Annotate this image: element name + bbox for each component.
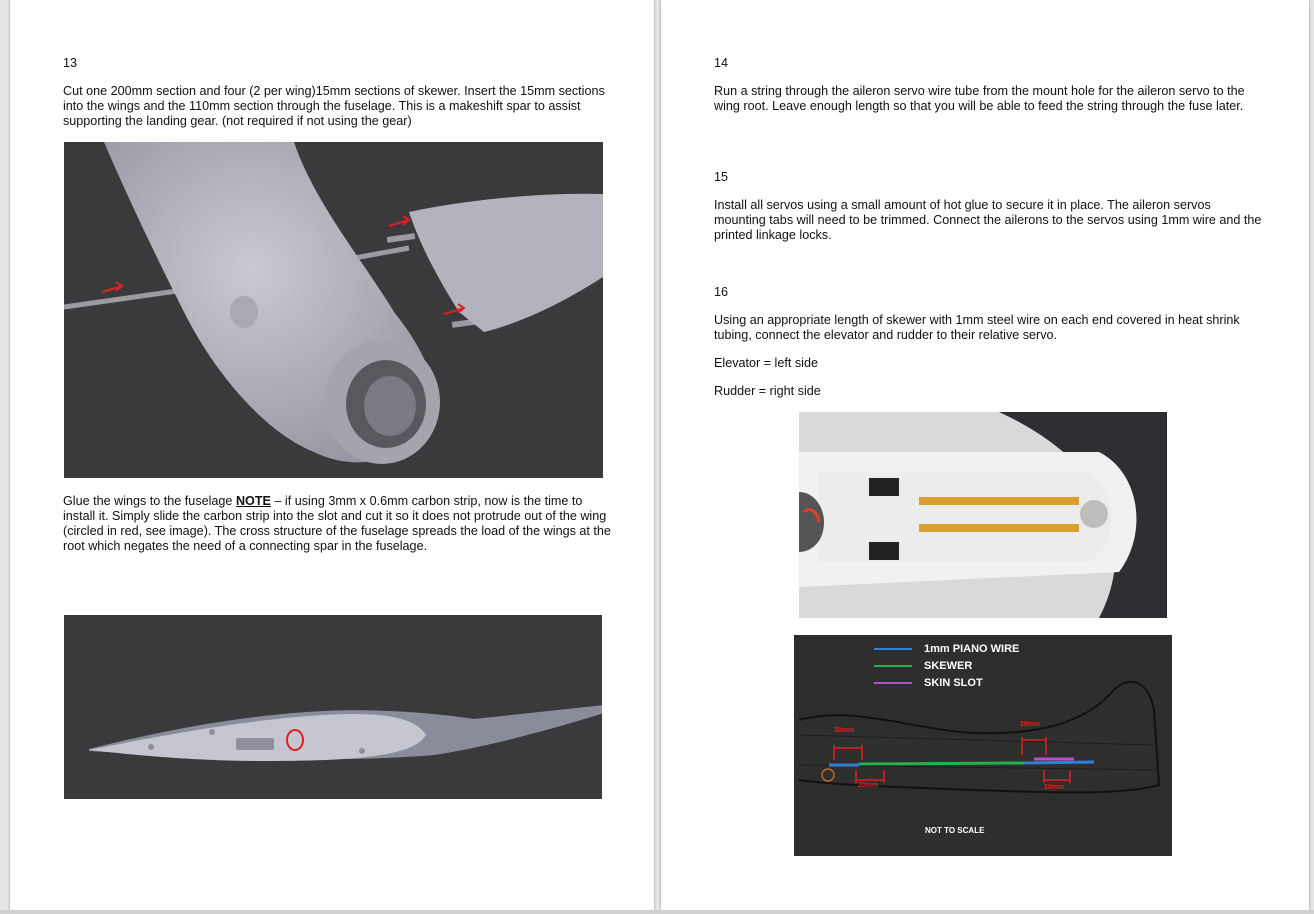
elevator-note: Elevator = left side <box>714 356 818 370</box>
rudder-note: Rudder = right side <box>714 384 821 398</box>
servo-install-photo <box>799 412 1167 618</box>
legend-item-skewer <box>874 657 1019 674</box>
step-13-text: Cut one 200mm section and four (2 per wing)15mm sections of skewer. Insert the 15mm sections into the wings and the 110mm section through the fuselage. This is a makeshift spar to assist supporting the landing gear. (not required if not using the gear) <box>63 84 605 128</box>
dim-label-20mm-bottom-left: 20mm <box>858 782 879 789</box>
legend-label-piano-wire: 1mm PIANO WIRE <box>924 642 1020 655</box>
glue-intro: Glue the wings to the fuselage <box>63 494 236 508</box>
servo-install-photo-svg <box>799 412 1167 618</box>
legend-label-skin-slot: SKIN SLOT <box>924 676 983 689</box>
wing-root-slot-render <box>64 615 602 799</box>
step-number-16: 16 <box>714 285 729 299</box>
fuselage-spar-render <box>64 142 603 478</box>
step-15-text: Install all servos using a small amount of hot glue to secure it in place. The aileron servos mounting tabs will need to be trimmed. Connect the ailerons to the servos using 1mm wire and the printed linkage locks. <box>714 198 1262 242</box>
document-page-left <box>10 0 654 910</box>
legend-item-piano-wire <box>874 640 1019 657</box>
fuselage-spar-render-svg <box>64 142 603 478</box>
pushrod-routing-diagram <box>794 635 1172 856</box>
legend-swatch-skin-slot <box>874 682 912 684</box>
legend-swatch-piano-wire <box>874 648 912 650</box>
dim-label-30mm: 30mm <box>834 727 855 734</box>
document-page-right <box>661 0 1309 910</box>
glue-rest: – if using 3mm x 0.6mm carbon strip, now is the time to install it. Simply slide the carbon strip into the slot and cut it so it does not protrude out of the wing (circled in red, see image). The cross structure of the fuselage spreads the load of the wings at the root which negates the need of a connecting spar in the fuselage. <box>63 494 611 553</box>
glue-wings-text <box>63 494 615 554</box>
step-number-15: 15 <box>714 170 729 184</box>
viewer-bottom-bar <box>0 910 1314 914</box>
step-number-14: 14 <box>714 56 729 70</box>
legend-item-skin-slot <box>874 674 1019 691</box>
legend-swatch-skewer <box>874 665 912 667</box>
legend-label-skewer: SKEWER <box>924 659 973 672</box>
dim-label-20mm-bottom-right: 20mm <box>1044 784 1065 791</box>
not-to-scale-label: NOT TO SCALE <box>925 826 985 835</box>
step-16-text: Using an appropriate length of skewer with 1mm steel wire on each end covered in heat shrink tubing, connect the elevator and rudder to their relative servo. <box>714 313 1240 342</box>
step-number-13: 13 <box>63 56 78 70</box>
diagram-legend <box>874 640 1019 691</box>
step-14-text: Run a string through the aileron servo wire tube from the mount hole for the aileron servo to the wing root. Leave enough length so that you will be able to feed the string through the fuse later. <box>714 84 1245 113</box>
note-label: NOTE <box>235 494 271 508</box>
dim-label-20mm-top: 20mm <box>1020 721 1041 728</box>
wing-root-slot-render-svg <box>64 615 602 799</box>
